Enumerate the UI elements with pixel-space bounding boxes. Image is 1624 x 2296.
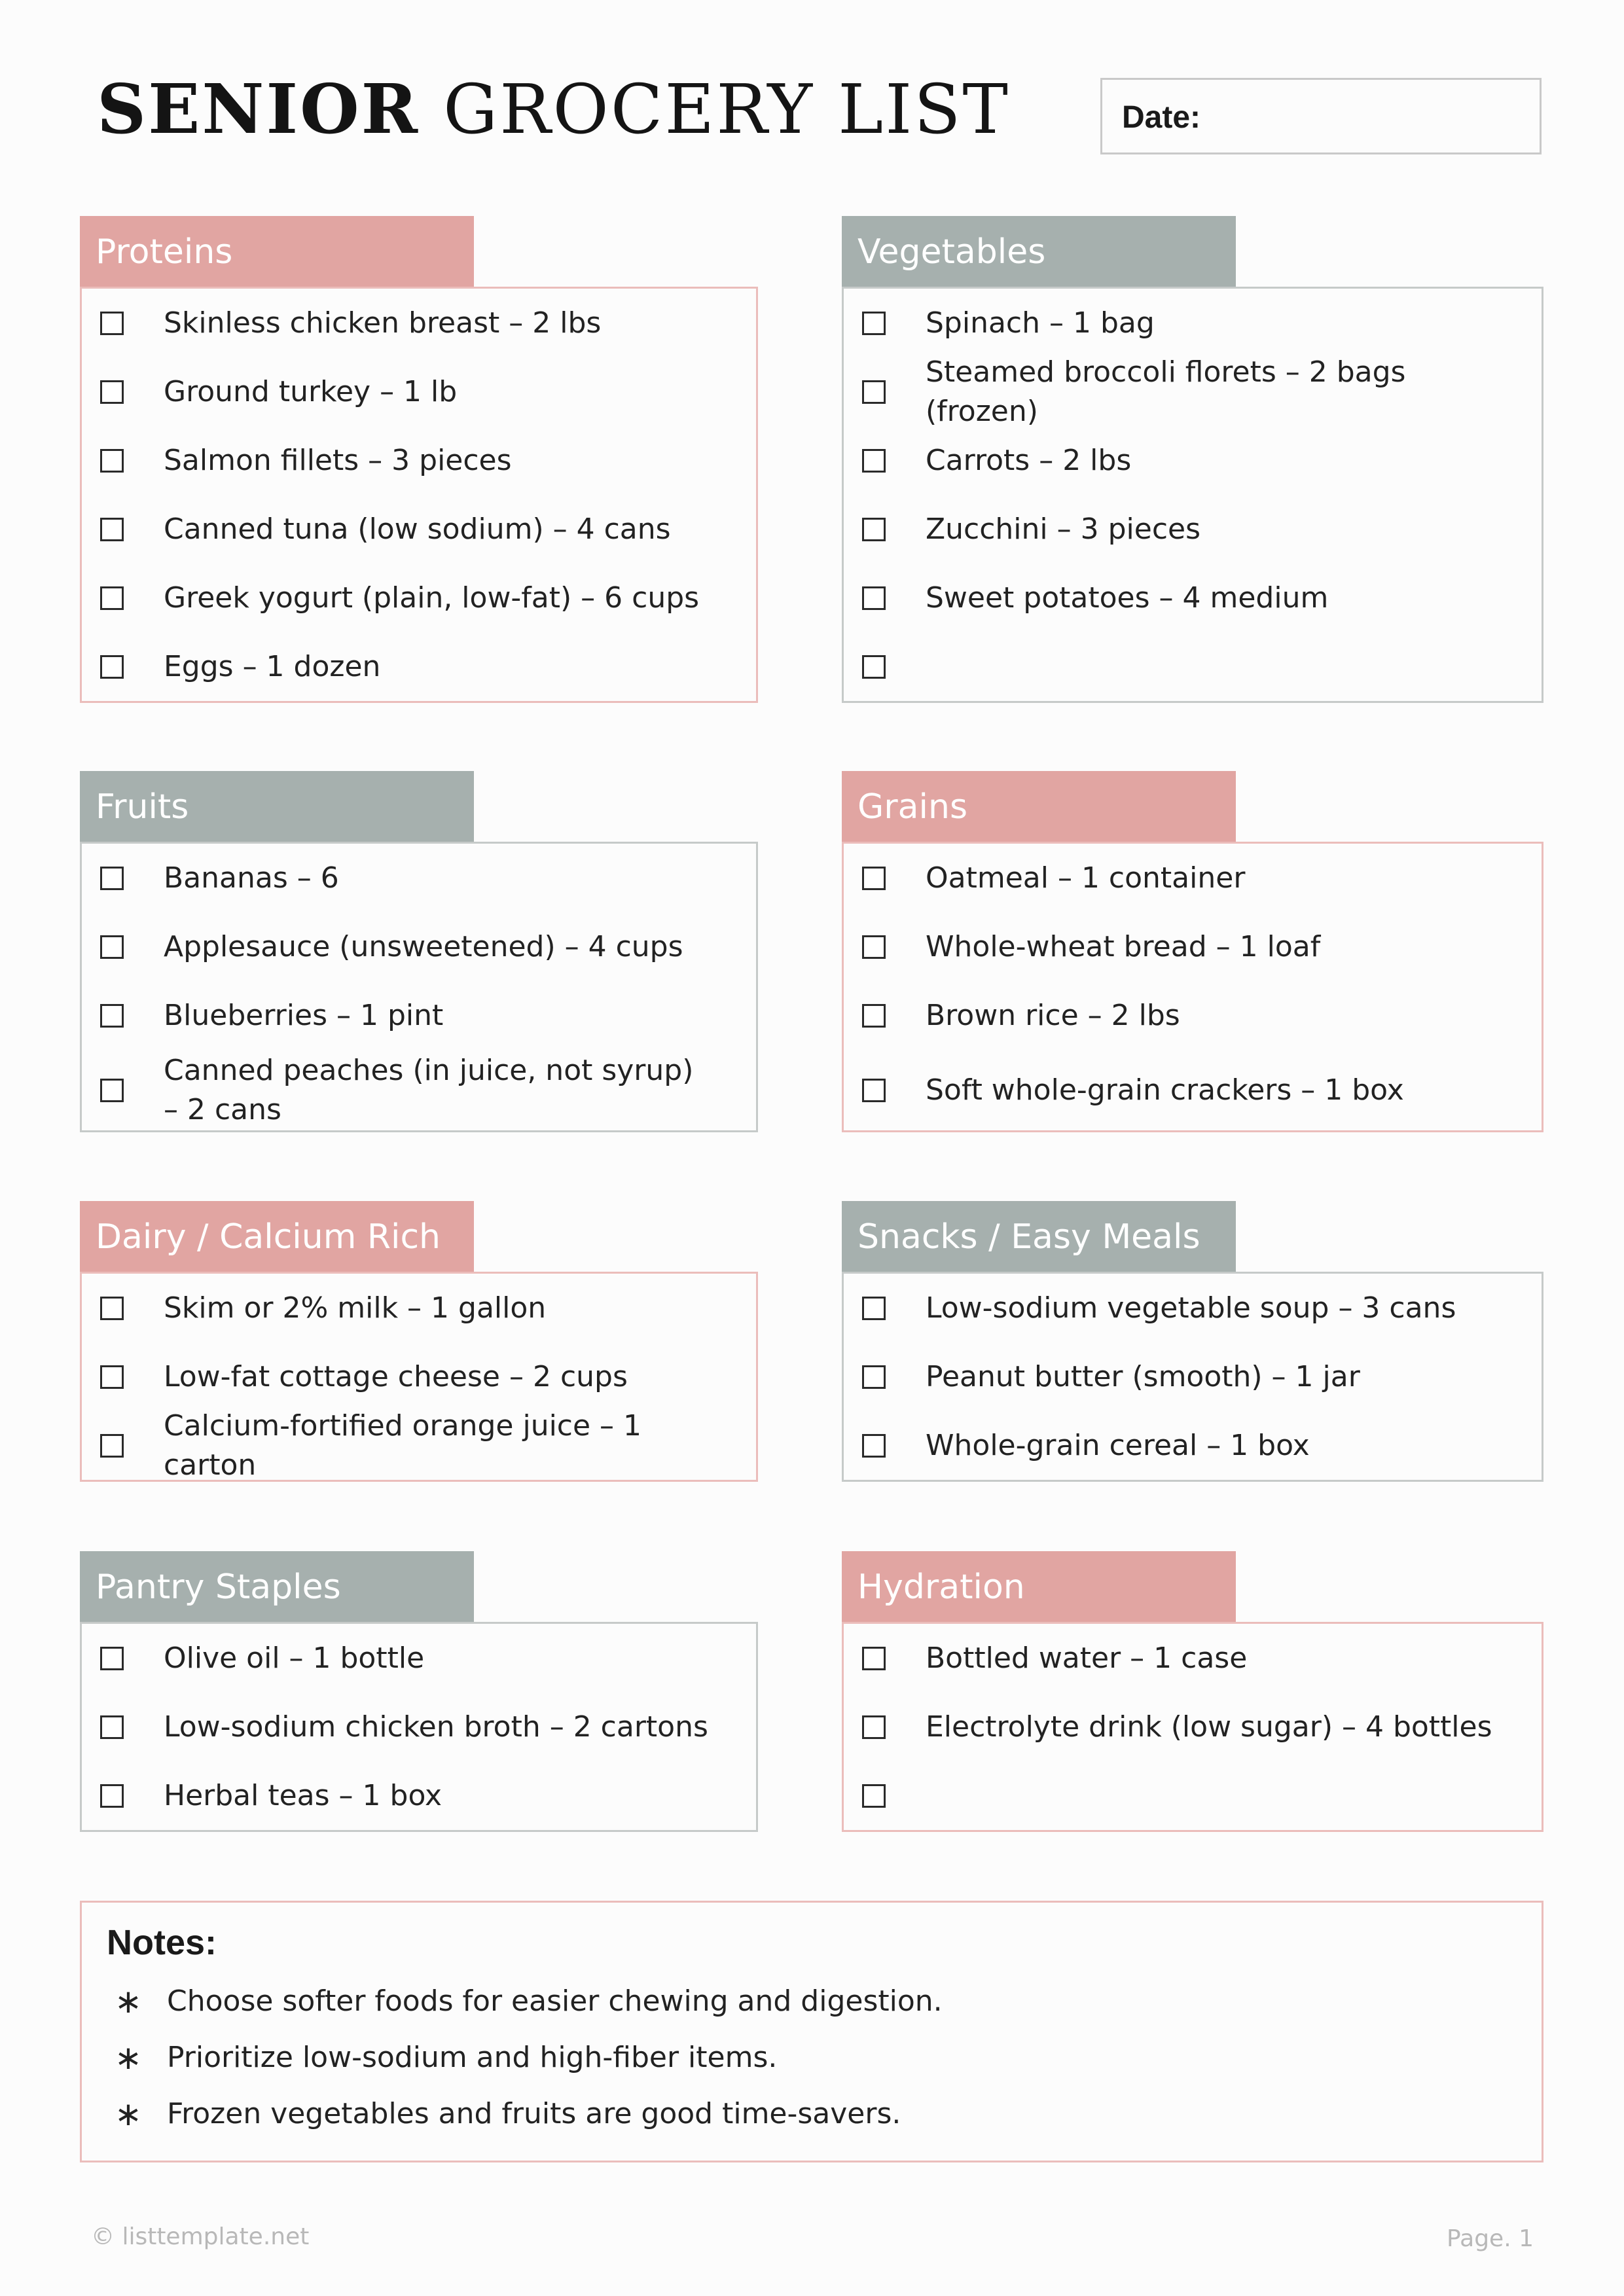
list-item: [82, 912, 756, 981]
checkbox[interactable]: [862, 1434, 886, 1458]
list-item: [82, 1050, 756, 1130]
notes-title: Notes:: [107, 1923, 217, 1962]
section-body: [80, 1622, 758, 1832]
list-item: [844, 564, 1542, 632]
checkbox[interactable]: [100, 655, 124, 679]
list-item: [82, 1408, 756, 1482]
section-body: [842, 1272, 1543, 1482]
item-label: Olive oil – 1 bottle: [164, 1641, 425, 1675]
item-label: Low-sodium chicken broth – 2 cartons: [164, 1710, 708, 1744]
checkbox[interactable]: [100, 586, 124, 610]
item-label: Electrolyte drink (low sugar) – 4 bottles: [926, 1710, 1492, 1744]
list-item: [82, 1761, 756, 1830]
checkbox[interactable]: [862, 1004, 886, 1028]
checkbox[interactable]: [862, 1784, 886, 1808]
list-item: [82, 632, 756, 701]
item-label: Low-sodium vegetable soup – 3 cans: [926, 1291, 1456, 1325]
item-label: Canned tuna (low sodium) – 4 cans: [164, 512, 671, 546]
section-header: Snacks / Easy Meals: [842, 1201, 1236, 1273]
checkbox[interactable]: [862, 1079, 886, 1102]
list-item: [844, 357, 1542, 426]
list-item: [82, 1624, 756, 1693]
section-body: [80, 842, 758, 1132]
page-number: Page. 1: [1447, 2225, 1534, 2252]
section-header: Grains: [842, 771, 1236, 843]
checkbox[interactable]: [862, 867, 886, 890]
asterisk-bullet-icon: ∗: [115, 2039, 142, 2077]
item-label: Applesauce (unsweetened) – 4 cups: [164, 929, 683, 963]
notes-box: [80, 1901, 1543, 2162]
list-item-empty: [844, 1761, 1542, 1830]
footer-copyright: © listtemplate.net: [91, 2223, 310, 2250]
list-item: [82, 289, 756, 357]
checkbox[interactable]: [100, 1079, 124, 1102]
checkbox[interactable]: [100, 1784, 124, 1808]
checkbox[interactable]: [862, 1647, 886, 1670]
item-label: Spinach – 1 bag: [926, 306, 1155, 340]
section-header: Dairy / Calcium Rich: [80, 1201, 474, 1273]
list-item: [82, 495, 756, 564]
item-label: Calcium-fortified orange juice – 1 carton: [164, 1408, 642, 1482]
section-header: Pantry Staples: [80, 1551, 474, 1623]
item-label: Ground turkey – 1 lb: [164, 374, 458, 408]
checkbox[interactable]: [862, 312, 886, 335]
list-item: [844, 844, 1542, 912]
item-label: Greek yogurt (plain, low-fat) – 6 cups: [164, 581, 700, 615]
item-label: Skim or 2% milk – 1 gallon: [164, 1291, 547, 1325]
item-label: Brown rice – 2 lbs: [926, 998, 1180, 1032]
item-label: Steamed broccoli florets – 2 bags (frozen): [926, 355, 1406, 428]
list-item: [844, 426, 1542, 495]
checkbox[interactable]: [100, 867, 124, 890]
section-body: [842, 842, 1543, 1132]
item-label: Whole-grain cereal – 1 box: [926, 1428, 1310, 1462]
date-field[interactable]: [1100, 78, 1542, 154]
item-label: Low-fat cottage cheese – 2 cups: [164, 1359, 628, 1393]
list-item: [844, 1693, 1542, 1761]
list-item: [844, 1050, 1542, 1130]
note-text: Choose softer foods for easier chewing and digestion.: [167, 1984, 943, 2018]
date-label: Date:: [1122, 100, 1201, 135]
asterisk-bullet-icon: ∗: [115, 1982, 142, 2020]
section-body: [80, 287, 758, 703]
item-label: Peanut butter (smooth) – 1 jar: [926, 1359, 1360, 1393]
checkbox[interactable]: [862, 1365, 886, 1389]
list-item: [82, 426, 756, 495]
list-item: [844, 912, 1542, 981]
checkbox[interactable]: [100, 935, 124, 959]
item-label: Skinless chicken breast – 2 lbs: [164, 306, 602, 340]
checkbox[interactable]: [862, 586, 886, 610]
checkbox[interactable]: [862, 449, 886, 473]
checkbox[interactable]: [862, 1715, 886, 1739]
list-item: [844, 1274, 1542, 1342]
list-item: [82, 844, 756, 912]
list-item: [844, 981, 1542, 1050]
section-body: [80, 1272, 758, 1482]
checkbox[interactable]: [862, 1297, 886, 1320]
checkbox[interactable]: [862, 518, 886, 541]
list-item: [844, 289, 1542, 357]
list-item: [844, 1411, 1542, 1480]
item-label: Bottled water – 1 case: [926, 1641, 1248, 1675]
list-item: [844, 1342, 1542, 1411]
note-item: [82, 1979, 1542, 2024]
item-label: Whole-wheat bread – 1 loaf: [926, 929, 1321, 963]
checkbox[interactable]: [862, 935, 886, 959]
section-body: [842, 1622, 1543, 1832]
asterisk-bullet-icon: ∗: [115, 2095, 142, 2133]
checkbox[interactable]: [862, 655, 886, 679]
list-item: [844, 495, 1542, 564]
checkbox[interactable]: [862, 380, 886, 404]
checkbox[interactable]: [100, 380, 124, 404]
list-item: [844, 1624, 1542, 1693]
item-label: Soft whole-grain crackers – 1 box: [926, 1073, 1404, 1107]
section-header: Hydration: [842, 1551, 1236, 1623]
item-label: Bananas – 6: [164, 861, 339, 895]
note-item: [82, 2091, 1542, 2137]
checkbox[interactable]: [100, 518, 124, 541]
page-title: [97, 69, 1010, 149]
list-item: [82, 1693, 756, 1761]
note-item: [82, 2035, 1542, 2081]
list-item-empty: [844, 632, 1542, 701]
list-item: [82, 357, 756, 426]
item-label: Carrots – 2 lbs: [926, 443, 1132, 477]
list-item: [82, 1342, 756, 1411]
checkbox[interactable]: [100, 1434, 124, 1458]
note-text: Frozen vegetables and fruits are good time-savers.: [167, 2097, 901, 2130]
note-text: Prioritize low-sodium and high-fiber items.: [167, 2041, 778, 2074]
item-label: Zucchini – 3 pieces: [926, 512, 1200, 546]
item-label: Canned peaches (in juice, not syrup) – 2 cans: [164, 1053, 694, 1126]
section-header: Fruits: [80, 771, 474, 843]
list-item: [82, 564, 756, 632]
checkbox[interactable]: [100, 449, 124, 473]
item-label: Blueberries – 1 pint: [164, 998, 444, 1032]
title-bold-part: SENIOR: [97, 69, 420, 149]
checkbox[interactable]: [100, 1715, 124, 1739]
section-body: [842, 287, 1543, 703]
checkbox[interactable]: [100, 312, 124, 335]
list-item: [82, 981, 756, 1050]
checkbox[interactable]: [100, 1365, 124, 1389]
list-item: [82, 1274, 756, 1342]
checkbox[interactable]: [100, 1297, 124, 1320]
section-header: Vegetables: [842, 216, 1236, 288]
item-label: Sweet potatoes – 4 medium: [926, 581, 1329, 615]
item-label: Oatmeal – 1 container: [926, 861, 1246, 895]
item-label: Herbal teas – 1 box: [164, 1778, 442, 1812]
checkbox[interactable]: [100, 1004, 124, 1028]
item-label: Salmon fillets – 3 pieces: [164, 443, 512, 477]
section-header: Proteins: [80, 216, 474, 288]
item-label: Eggs – 1 dozen: [164, 649, 381, 683]
checkbox[interactable]: [100, 1647, 124, 1670]
title-regular-part: GROCERY LIST: [443, 69, 1010, 149]
